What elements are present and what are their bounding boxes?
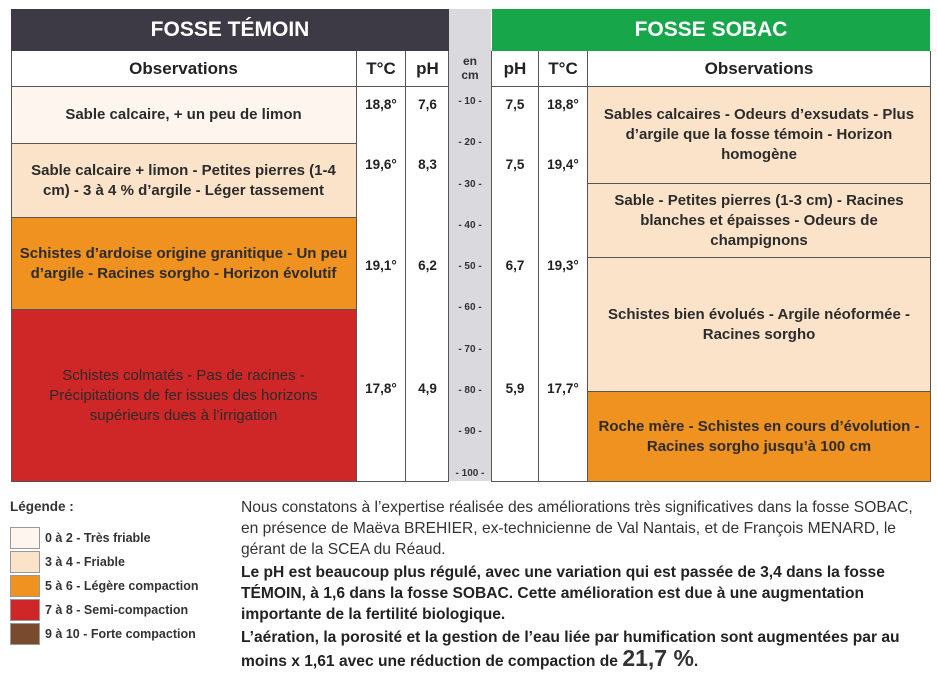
grid-line [587, 257, 931, 258]
sobac-temp-header: T°C [548, 59, 578, 78]
legend-item-semi-compaction [10, 599, 188, 621]
grid-line [11, 481, 449, 482]
temoin-observations-header: Observations [129, 59, 238, 78]
legend-label: 7 à 8 - Semi-compaction [45, 603, 189, 617]
sobac-observations-header: Observations [704, 59, 814, 78]
grid-line [11, 86, 449, 87]
depth-tick-100: - 100 - [455, 468, 485, 479]
grid-line [491, 86, 931, 87]
sobac-temp-1: 18,8° [547, 97, 579, 112]
temoin-ph-1: 7,6 [418, 97, 437, 112]
compaction-reduction-value: 21,7 % [622, 645, 694, 671]
grid-line [11, 143, 356, 144]
sobac-title: FOSSE SOBAC [492, 9, 930, 51]
legend-item-legere-compaction [10, 575, 199, 597]
grid-line [356, 51, 357, 482]
grid-line [491, 51, 492, 482]
legend-item-friable [10, 551, 125, 573]
sobac-layer-4: Roche mère - Schistes en cours d’évolution - Racines sorgho jusqu’à 100 cm [588, 392, 930, 481]
legend-item-forte-compaction [10, 623, 196, 645]
grid-line [930, 51, 931, 482]
sobac-temp-4: 17,7° [547, 381, 579, 396]
paragraph-aeration [241, 627, 931, 672]
grid-line [11, 217, 356, 218]
grid-line [491, 481, 931, 482]
temoin-layer-2: Sable calcaire + limon - Petites pierres (1-4 cm) - 3 à 4 % d’argile - Léger tassement [11, 144, 356, 217]
legend-swatch [10, 527, 40, 549]
depth-tick-40: - 40 - [458, 220, 482, 231]
depth-unit-line1: en [462, 54, 477, 68]
grid-line [587, 391, 931, 392]
sobac-ph-2: 7,5 [505, 157, 525, 172]
depth-tick-20: - 20 - [458, 137, 482, 148]
depth-unit-label [449, 54, 491, 82]
grid-line [587, 183, 931, 184]
paragraph-ph [241, 562, 931, 625]
sobac-layer-1: Sables calcaires - Odeurs d’exsudats - Plus d’argile que la fosse témoin - Horizon homogène [588, 87, 930, 183]
sobac-ph-4: 5,9 [505, 381, 525, 396]
depth-tick-50: - 50 - [458, 261, 482, 272]
grid-line [538, 51, 539, 482]
temoin-temp-3: 19,1° [365, 258, 397, 273]
temoin-ph-3: 6,2 [418, 258, 437, 273]
legend-label: 3 à 4 - Friable [45, 555, 125, 569]
grid-line [405, 51, 406, 482]
grid-line [11, 309, 356, 310]
temoin-temp-1: 18,8° [365, 97, 397, 112]
temoin-title: FOSSE TÉMOIN [11, 9, 449, 51]
depth-unit-line2: cm [461, 68, 479, 82]
grid-line [587, 51, 588, 482]
legend-title: Légende : [10, 499, 74, 514]
depth-tick-10: - 10 - [458, 96, 482, 107]
temoin-layer-4: Schistes colmatés - Pas de racines - Précipitations de fer issues des horizons supérieurs dues à l’irrigation [11, 310, 356, 481]
legend-item-tres-friable [10, 527, 151, 549]
sobac-layer-2: Sable - Petites pierres (1-3 cm) - Racines blanches et épaisses - Odeurs de champignons [588, 184, 930, 257]
temoin-ph-2: 8,3 [418, 157, 437, 172]
legend-swatch [10, 551, 40, 573]
sobac-ph-3: 6,7 [505, 258, 525, 273]
temoin-ph-4: 4,9 [418, 381, 437, 396]
depth-tick-60: - 60 - [458, 302, 482, 313]
legend-label: 0 à 2 - Très friable [45, 531, 151, 545]
legend-label: 9 à 10 - Forte compaction [45, 627, 196, 641]
grid-line [11, 51, 12, 482]
temoin-layer-3: Schistes d’ardoise origine granitique - Un peu d’argile - Racines sorgho - Horizon évolutif [11, 218, 356, 309]
depth-tick-90: - 90 - [458, 426, 482, 437]
temoin-temp-header: T°C [366, 59, 396, 78]
paragraph-ph-text: Le pH est beaucoup plus régulé, avec une variation qui est passée de 3,4 dans la fosse TÉMOIN, à 1,6 dans la fosse SOBAC. Cette amélioration est due à une augmentation importante de la fertilité biologique. [241, 564, 885, 623]
legend-swatch [10, 575, 40, 597]
depth-tick-70: - 70 - [458, 344, 482, 355]
depth-tick-80: - 80 - [458, 385, 482, 396]
legend-swatch [10, 623, 40, 645]
temoin-layer-1: Sable calcaire, + un peu de limon [11, 87, 356, 143]
sobac-temp-2: 19,4° [547, 157, 579, 172]
temoin-ph-header: pH [416, 59, 439, 78]
temoin-temp-2: 19,6° [365, 157, 397, 172]
legend-swatch [10, 599, 40, 621]
depth-tick-30: - 30 - [458, 179, 482, 190]
sobac-ph-header: pH [503, 59, 527, 78]
sobac-temp-3: 19,3° [547, 258, 579, 273]
sobac-ph-1: 7,5 [505, 97, 525, 112]
paragraph-intro: Nous constatons à l’expertise réalisée des améliorations très significatives dans la fosse SOBAC, en présence de Maëva BREHIER, ex-technicienne de Val Nantais, et de François MENARD, le gérant de la SCEA du Réaud. [241, 499, 913, 558]
legend-label: 5 à 6 - Légère compaction [45, 579, 199, 593]
temoin-temp-4: 17,8° [365, 381, 397, 396]
sobac-layer-3: Schistes bien évolués - Argile néoformée - Racines sorgho [588, 258, 930, 391]
paragraph-aeration-text: L’aération, la porosité et la gestion de l’eau liée par humification sont augmentées par au moins x 1,61 avec une réduction de compaction de [241, 629, 900, 670]
grid-line [448, 51, 449, 482]
paragraph-aeration-end: . [693, 653, 699, 670]
